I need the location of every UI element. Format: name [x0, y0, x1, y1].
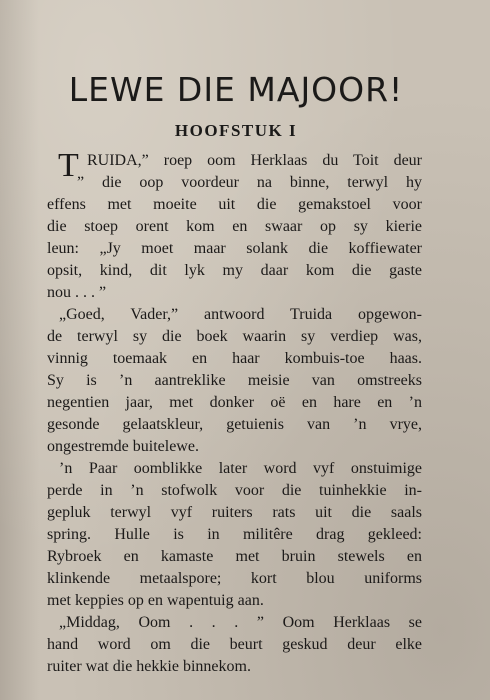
text-line: met keppies op en wapentuig aan. — [47, 592, 264, 609]
text-line: de terwyl sy die boek waarin sy verdiep was, — [47, 328, 422, 345]
text-line: opsit, kind, dit lyk my daar kom die gaste — [47, 262, 422, 279]
text-line: klinkende metaalspore; kort blou uniforms — [47, 570, 422, 587]
text-line: ruiter wat die hekkie binnekom. — [47, 658, 251, 675]
text-line: „Goed, Vader,” antwoord Truida opgewon- — [59, 306, 422, 323]
text-line: ongestremde buitelewe. — [47, 438, 199, 455]
text-line: die stoep orent kom en swaar op sy kierie — [47, 218, 422, 235]
text-line: ’n Paar oomblikke later word vyf onstuimige — [59, 460, 422, 477]
text-line: RUIDA,” roep oom Herklaas du Toit deur — [87, 152, 422, 169]
text-line: gesonde gelaatskleur, getuienis van ’n vrye, — [47, 416, 422, 433]
text-line: leun: „Jy moet maar solank die koffiewater — [47, 240, 422, 257]
text-line: „Middag, Oom . . . ” Oom Herklaas se — [59, 614, 422, 631]
text-line: hand word om die beurt geskud deur elke — [47, 636, 422, 653]
text-line: effens met moeite uit die gemakstoel voor — [47, 196, 422, 213]
text-line: ” die oop voordeur na binne, terwyl hy — [77, 174, 422, 191]
text-line: gepluk terwyl vyf ruiters rats uit die saals — [47, 504, 422, 521]
story-title: LEWE DIE MAJOOR! — [68, 70, 404, 109]
text-line: negentien jaar, met donker oë en hare en ’n — [47, 394, 422, 411]
text-line: spring. Hulle is in militêre drag gekleed: — [47, 526, 422, 543]
chapter-heading: HOOFSTUK I — [174, 121, 298, 140]
text-line: perde in ’n stofwolk voor die tuinhekkie in- — [47, 482, 422, 499]
drop-cap: T — [58, 147, 79, 184]
text-line: vinnig toemaak en haar kombuis-toe haas. — [47, 350, 422, 367]
text-line: Rybroek en kamaste met bruin stewels en — [47, 548, 422, 565]
text-line: nou . . . ” — [47, 284, 107, 301]
text-line: Sy is ’n aantreklike meisie van omstreeks — [47, 372, 422, 389]
